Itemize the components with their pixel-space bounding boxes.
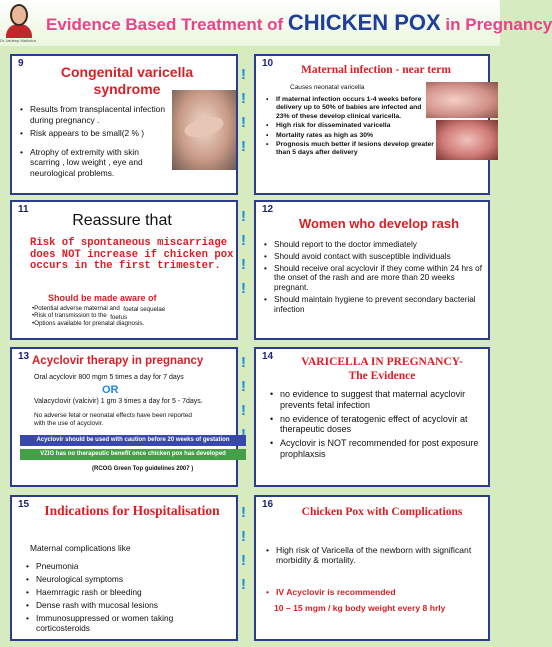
panel-title: Indications for Hospitalisation: [44, 503, 220, 518]
separator-mark: !: [241, 232, 246, 249]
list-item: • High risk of Varicella of the newborn with significant morbidity & mortality.: [266, 545, 486, 566]
panel-number: 16: [262, 499, 274, 510]
panel-number: 15: [18, 499, 30, 510]
author-avatar: [4, 2, 34, 40]
panel-complications: [254, 495, 490, 641]
caution-note: Acyclovir should be used with caution before 20 weeks of gestation: [20, 435, 246, 446]
page-title: [46, 10, 552, 36]
list-item: • Prognosis much better if lesions develop greater than 5 days after delivery: [266, 141, 434, 158]
separator-mark: !: [241, 66, 246, 83]
separator-mark: !: [241, 504, 246, 521]
list-item: • Dense rash with mucosal lesions: [26, 600, 226, 610]
separator-mark: !: [241, 378, 246, 395]
bullet-list: [270, 389, 484, 460]
list-item: • Neurological symptoms: [26, 574, 226, 584]
separator-mark: !: [241, 208, 246, 225]
dose-text: 10 – 15 mgm / kg body weight every 8 hrly: [274, 603, 446, 613]
source-citation: (RCOG Green Top guidelines 2007 ): [92, 466, 194, 472]
page-header: [0, 0, 552, 46]
separator-mark: !: [241, 354, 246, 371]
list-item: • no evidence of teratogenic effect of acyclovir at therapeutic doses: [270, 414, 484, 436]
panel-congenital-varicella: [10, 54, 238, 195]
separator-mark: !: [241, 138, 246, 155]
title-highlight: CHICKEN POX: [287, 10, 441, 35]
or-text: OR: [102, 384, 119, 396]
panel-caption: Causes neonatal varicella: [290, 84, 365, 91]
panel-title: Acyclovir therapy in pregnancy: [32, 355, 204, 367]
bullet-list: [264, 240, 486, 315]
panel-number: 10: [262, 58, 274, 69]
panel-women-rash: [254, 200, 490, 340]
panel-title: Maternal infection - near term: [301, 64, 451, 76]
avatar-face: [10, 4, 28, 26]
list-item: • Should receive oral acyclovir if they come within 24 hrs of the onset of the rash and are more than 20 weeks pregnant.: [264, 264, 486, 293]
separator-mark: !: [241, 528, 246, 545]
small-item: •Options available for prenatal diagnosis.: [32, 319, 145, 327]
list-item: • Risk appears to be small(2 % ): [20, 128, 170, 139]
author-name: Dr Jaideep Malhotra: [0, 38, 37, 43]
small-item: •Risk of transmission to the foetus: [32, 312, 128, 322]
bullet-list: [266, 96, 434, 158]
list-item: • Acyclovir is NOT recommended for post exposure prophlaxsis: [270, 438, 484, 460]
panel-hospitalisation: [10, 495, 238, 641]
list-item: • Results from transplacental infection during pregnancy .: [20, 104, 170, 125]
list-item: • Immunosuppressed or women taking corticosteroids: [26, 613, 226, 633]
therapy-line: Oral acyclovir 800 mgm 5 times a day for 7 days: [34, 374, 184, 381]
bullet-list: [26, 561, 226, 633]
list-item: • Mortality rates as high as 30%: [266, 132, 434, 140]
panel-title: Women who develop rash: [298, 216, 460, 231]
rash-photo-2: [436, 120, 498, 160]
risk-text: Risk of spontaneous miscarriage does NOT increase if chicken pox occurs in the first trimester.: [30, 237, 234, 272]
small-list: [32, 305, 165, 327]
panel-number: 11: [18, 204, 29, 215]
separator-mark: !: [241, 402, 246, 419]
panel-title: Congenital varicella syndrome: [60, 64, 194, 97]
list-item: • Atrophy of extremity with skin scarring , low weight , eye and neurological problems.: [20, 147, 170, 179]
panel-number: 12: [262, 204, 274, 215]
panel-reassure: [10, 200, 238, 340]
small-item: •Potential adverse maternal and foetal sequelae: [32, 305, 166, 313]
avatar-body: [6, 24, 32, 38]
red-bullet-list: [266, 587, 486, 597]
bullet-list: [20, 104, 170, 178]
rash-photo-1: [426, 82, 498, 118]
list-item: • Should maintain hygiene to prevent secondary bacterial infection: [264, 295, 486, 315]
panel-acyclovir-therapy: [10, 347, 238, 487]
panel-title: VARICELLA IN PREGNANCY-The Evidence: [301, 356, 463, 382]
vzig-note: VZIG has no therapeutic benefit once chicken pox has developed: [20, 449, 246, 460]
separator-mark: !: [241, 280, 246, 297]
list-item: • Pneumonia: [26, 561, 226, 571]
panel-title: Reassure that: [72, 212, 172, 229]
list-item: • Haemrragic rash or bleeding: [26, 587, 226, 597]
list-item: • If maternal infection occurs 1-4 weeks before delivery up to 50% of babies are infected and 23% of these develop clinical varicella.: [266, 96, 434, 121]
list-item: • Should avoid contact with susceptible individuals: [264, 252, 486, 262]
separator-mark: !: [241, 256, 246, 273]
therapy-line: Valacyclovir (valcivir) 1 gm 3 times a day for 5 - 7days.: [34, 398, 203, 405]
panel-number: 9: [18, 58, 24, 69]
panel-title: Chicken Pox with Complications: [301, 506, 463, 518]
list-item: • IV Acyclovir is recommended: [266, 587, 486, 597]
panel-maternal-infection: [254, 54, 490, 195]
aware-text: Should be made aware of: [48, 293, 157, 303]
list-item: • no evidence to suggest that maternal acyclovir prevents fetal infection: [270, 389, 484, 411]
panel-evidence: [254, 347, 490, 487]
separator-mark: !: [241, 552, 246, 569]
panel-number: 14: [262, 351, 274, 362]
list-item: • Should report to the doctor immediately: [264, 240, 486, 250]
separator-mark: !: [241, 114, 246, 131]
list-item: • High risk for disseminated varicella: [266, 122, 434, 130]
separator-mark: !: [241, 576, 246, 593]
separator-mark: !: [241, 90, 246, 107]
title-part1: Evidence Based Treatment of: [46, 15, 288, 34]
bullet-list: [266, 545, 486, 566]
intro-text: Maternal complications like: [30, 543, 131, 553]
therapy-line: No adverse fetal or neonatal effects have been reported with the use of acyclovir.: [34, 412, 192, 427]
panel-number: 13: [18, 351, 30, 362]
title-part2: in Pregnancy: [440, 15, 552, 34]
